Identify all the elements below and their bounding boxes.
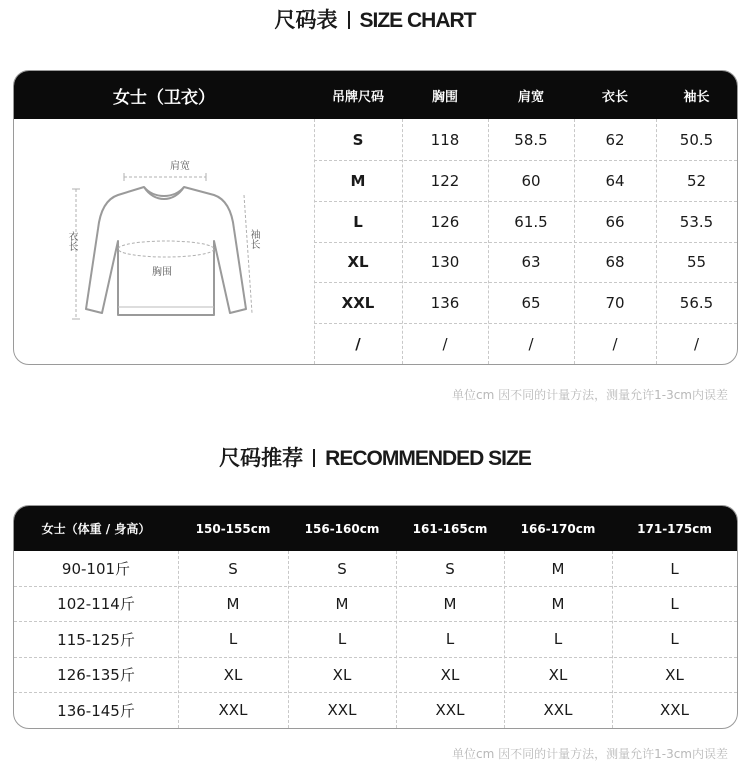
recommended-cell: L: [670, 594, 679, 613]
size-chart-cell: 62: [605, 130, 625, 149]
size-chart-note: 单位cm 因不同的计量方法，测量允许1-3cm内误差: [452, 388, 728, 402]
recommended-cell: 136-145斤: [57, 701, 135, 720]
recommended-title-cn: 尺码推荐: [219, 446, 304, 470]
recommended-cell: XL: [332, 665, 352, 684]
size-chart-cell: 70: [605, 293, 625, 312]
size-chart-cell: 55: [686, 253, 707, 271]
recommended-header-cell: 女士（体重 / 身高）: [41, 522, 151, 536]
sweatshirt-icon: [14, 119, 314, 364]
recommended-cell: XXL: [435, 701, 465, 719]
size-chart-cell: 50.5: [679, 130, 714, 149]
recommended-header-cell: 166-170cm: [520, 521, 596, 536]
size-chart-cell: 53.5: [679, 212, 714, 231]
recommended-cell: L: [670, 630, 679, 648]
recommended-cell: XL: [223, 665, 243, 684]
diagram-label-length: 衣长: [66, 231, 77, 251]
diagram-label-chest: 胸围: [152, 267, 172, 278]
size-chart-cell: M: [350, 171, 366, 190]
recommended-cell: XXL: [327, 701, 357, 719]
recommended-cell: S: [337, 559, 347, 578]
recommended-cell: XL: [548, 665, 568, 684]
size-chart-cell: L: [353, 212, 363, 231]
size-chart-cell: 61.5: [514, 212, 548, 231]
size-chart-title-cn: 尺码表: [274, 8, 338, 32]
size-chart-cell: 66: [605, 212, 625, 231]
size-chart-header-chest: 胸围: [431, 89, 458, 105]
recommended-header: [14, 506, 737, 551]
recommended-header-cell: 150-155cm: [195, 521, 271, 536]
recommended-cell: S: [228, 559, 238, 578]
size-chart-cell: 58.5: [514, 130, 548, 149]
size-chart-cell: /: [528, 334, 534, 353]
recommended-cell: 102-114斤: [57, 595, 135, 613]
recommended-cell: XL: [440, 665, 460, 684]
size-chart-cell: 122: [430, 171, 460, 190]
recommended-cell: L: [553, 630, 563, 648]
recommended-cell: 126-135斤: [57, 666, 135, 684]
size-chart-cell: 126: [430, 212, 460, 231]
recommended-cell: M: [443, 594, 457, 613]
size-chart-cell: 136: [430, 293, 460, 312]
diagram-label-sleeve: 袖长: [248, 229, 259, 249]
size-chart-title-en: SIZE CHART: [359, 9, 476, 32]
size-chart-cell: 63: [521, 253, 541, 271]
size-chart-cell: 56.5: [679, 293, 714, 312]
size-chart-cell: S: [352, 130, 364, 149]
size-chart-header-tag-size: 吊牌尺码: [331, 89, 384, 105]
size-chart-cell: 68: [605, 253, 625, 271]
size-chart-cell: 60: [521, 171, 541, 190]
size-chart-cell: /: [612, 334, 618, 353]
recommended-cell: L: [228, 630, 238, 648]
size-chart-cell: 130: [430, 253, 460, 271]
recommended-cell: L: [445, 630, 455, 648]
size-chart-cell: XXL: [341, 293, 375, 312]
recommended-cell: M: [335, 594, 349, 613]
recommended-cell: L: [670, 559, 679, 578]
recommended-header-cell: 171-175cm: [637, 521, 712, 536]
recommended-cell: XXL: [660, 701, 689, 719]
recommended-note: 单位cm 因不同的计量方法，测量允许1-3cm内误差: [452, 747, 728, 761]
recommended-cell: XXL: [543, 701, 573, 719]
recommended-cell: 90-101斤: [61, 560, 131, 578]
size-chart-header: [14, 71, 737, 119]
size-chart-heading: [0, 4, 750, 34]
size-chart-cell: 118: [430, 130, 460, 149]
heading-separator: [348, 11, 350, 29]
recommended-card: [13, 505, 738, 729]
size-chart-cell: 65: [521, 293, 541, 312]
size-chart-cell: /: [693, 334, 700, 353]
recommended-header-cell: 161-165cm: [412, 521, 488, 536]
recommended-cell: M: [226, 594, 240, 613]
size-chart-header-product: 女士（卫衣）: [113, 87, 215, 108]
recommended-header-cell: 156-160cm: [304, 521, 380, 536]
recommended-cell: L: [337, 630, 347, 648]
recommended-cell: XL: [665, 665, 684, 684]
recommended-title-en: RECOMMENDED SIZE: [325, 447, 531, 470]
heading-separator: [313, 449, 315, 467]
size-chart-cell: XL: [347, 253, 369, 271]
size-chart-cell: 64: [605, 171, 625, 190]
diagram-label-shoulder: 肩宽: [170, 161, 190, 172]
recommended-cell: XXL: [218, 701, 248, 719]
recommended-cell: 115-125斤: [57, 630, 135, 649]
size-chart-cell: /: [442, 334, 448, 353]
recommended-cell: M: [551, 559, 565, 578]
recommended-cell: S: [445, 559, 455, 578]
sweatshirt-diagram: [14, 119, 314, 364]
recommended-cell: M: [551, 594, 565, 613]
size-chart-cell: /: [355, 334, 361, 353]
recommended-heading: [0, 442, 750, 472]
size-chart-header-shoulder: 肩宽: [517, 89, 544, 105]
size-chart-header-sleeve: 袖长: [683, 89, 710, 105]
size-chart-cell: 52: [686, 171, 707, 190]
size-chart-card: [13, 70, 738, 365]
size-chart-header-length: 衣长: [601, 89, 628, 105]
